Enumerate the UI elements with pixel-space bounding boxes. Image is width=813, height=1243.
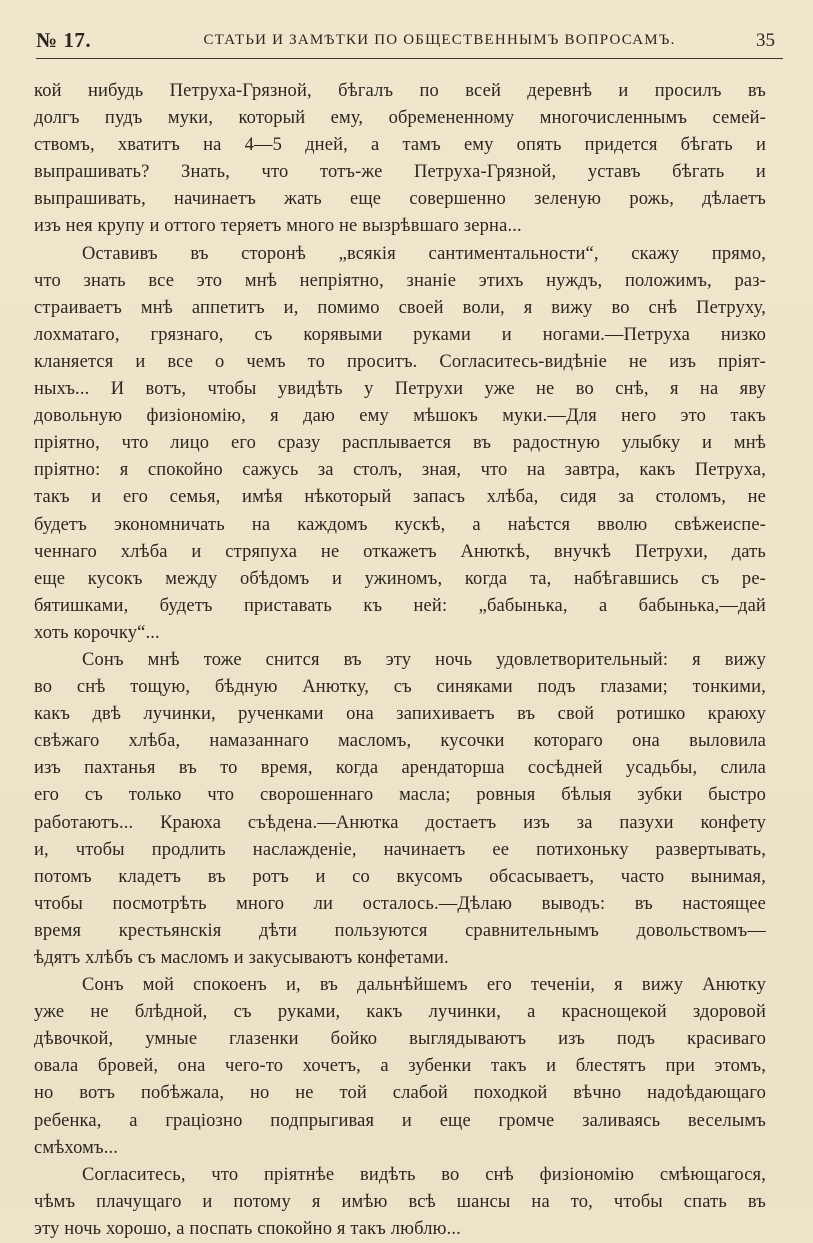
text-line: бятишками, будетъ приставать къ ней: „бабынька, а бабынька,—дай (34, 595, 766, 616)
text-line: уже не блѣдной, съ руками, какъ лучинки, а краснощекой здоровой (34, 1002, 766, 1023)
text-line: во снѣ тощую, бѣдную Анютку, съ синяками подъ глазами; тонкими, (34, 677, 766, 698)
text-line: такъ и его семья, имѣя нѣкоторый запасъ хлѣба, сидя за столомъ, не (34, 487, 766, 508)
text-line: лохматаго, грязнаго, съ корявыми руками и ногами.—Петруха низко (34, 324, 766, 345)
article-body (34, 78, 766, 1243)
text-line: время крестьянскія дѣти пользуются сравнительнымъ довольствомъ— (34, 920, 766, 941)
text-line: эту ночь хорошо, а поспать спокойно я такъ люблю... (34, 1218, 461, 1239)
text-line: кой нибудь Петруха-Грязной, бѣгалъ по всей деревнѣ и просилъ въ (34, 81, 766, 101)
text-line: но вотъ побѣжала, но не той слабой походкой вѣчно надоѣдающаго (34, 1083, 766, 1104)
page-number: 35 (756, 30, 775, 51)
text-line: что знать все это мнѣ непріятно, знаніе этихъ нуждъ, положимъ, раз- (34, 270, 766, 291)
paragraph (34, 1162, 766, 1243)
text-line: свѣжаго хлѣба, намазаннаго масломъ, кусочки котораго она выловила (34, 731, 766, 752)
text-line: потомъ кладетъ въ ротъ и со вкусомъ обсасываетъ, часто вынимая, (34, 866, 766, 887)
text-line: пріятно, что лицо его сразу расплывается въ радостную улыбку и мнѣ (34, 433, 766, 454)
text-line: смѣхомъ... (34, 1137, 119, 1158)
text-line: работаютъ... Краюха съѣдена.—Анютка достаетъ изъ за пазухи конфету (34, 812, 766, 833)
text-line: ныхъ... И вотъ, чтобы увидѣть у Петрухи уже не во снѣ, я на яву (34, 379, 766, 400)
section-title: СТАТЬИ И ЗАМѢТКИ ПО ОБЩЕСТВЕННЫМЪ ВОПРОСАМЪ. (203, 32, 676, 48)
paragraph (34, 78, 766, 241)
text-line: Оставивъ въ сторонѣ „всякія сантиментальности“, скажу прямо, (82, 243, 766, 264)
text-line: еще кусокъ между обѣдомъ и ужиномъ, когда та, набѣгавшись съ ре- (34, 568, 766, 589)
text-line: изъ нея крупу и оттого теряетъ много не вызрѣвшаго зерна... (34, 216, 522, 237)
text-line: Сонъ мой спокоенъ и, въ дальнѣйшемъ его теченіи, я вижу Анютку (82, 975, 766, 996)
text-line: дѣвочкой, умные глазенки бойко выглядываютъ изъ подъ красиваго (34, 1029, 766, 1050)
text-line: чтобы посмотрѣть много ли осталось.—Дѣлаю выводъ: въ настоящее (34, 893, 766, 914)
running-header (36, 28, 783, 59)
text-line: ченнаго хлѣба и стряпуха не откажетъ Анюткѣ, внучкѣ Петрухи, дать (34, 541, 766, 562)
text-line: довольную физіономію, я даю ему мѣшокъ муки.—Для него это такъ (34, 406, 766, 427)
text-line: ребенка, а граціозно подпрыгивая и еще громче заливаясь веселымъ (34, 1110, 766, 1131)
paragraph (34, 972, 766, 1162)
text-line: изъ пахтанья въ то время, когда арендаторша сосѣдней усадьбы, слила (34, 758, 766, 779)
text-line: страиваетъ мнѣ аппетитъ и, помимо своей воли, я вижу во снѣ Петруху, (34, 297, 766, 318)
text-line: его съ только что сворошеннаго масла; ровныя бѣлыя зубки быстро (34, 785, 766, 806)
text-line: выпрашивать, начинаетъ жать еще совершенно зеленую рожь, дѣлаетъ (34, 189, 766, 210)
text-line: и, чтобы продлить наслажденіе, начинаетъ ее потихоньку развертывать, (34, 839, 766, 860)
text-line: овала бровей, она чего-то хочетъ, а зубенки такъ и блестятъ при этомъ, (34, 1056, 766, 1077)
text-line: кланяется и все о чемъ то проситъ. Согласитесь-видѣніе не изъ пріят- (34, 351, 766, 372)
text-line: какъ двѣ лучинки, рученками она запихиваетъ въ свой ротишко краюху (34, 704, 766, 725)
paragraph (34, 241, 766, 647)
text-line: чѣмъ плачущаго и потому я имѣю всѣ шансы на то, чтобы спать въ (34, 1191, 766, 1212)
paragraph (34, 647, 766, 972)
text-line: ѣдятъ хлѣбъ съ масломъ и закусываютъ конфетами. (34, 948, 449, 968)
text-line: пріятно: я спокойно сажусь за столъ, зная, что на завтра, какъ Петруха, (34, 460, 766, 481)
text-line: долгъ пудъ муки, который ему, обремененному многочисленнымъ семей- (34, 108, 766, 129)
text-line: хоть корочку“... (34, 622, 160, 643)
text-line: выпрашивать? Знать, что тотъ-же Петруха-Грязной, уставъ бѣгать и (34, 162, 766, 183)
text-line: будетъ экономничать на каждомъ кускѣ, а наѣстся вволю свѣжеиспе- (34, 514, 766, 535)
text-line: ствомъ, хватитъ на 4—5 дней, а тамъ ему опять придется бѣгать и (34, 135, 766, 156)
issue-number: № 17. (36, 28, 92, 52)
text-line: Сонъ мнѣ тоже снится въ эту ночь удовлетворительный: я вижу (82, 649, 766, 670)
text-line: Согласитесь, что пріятнѣе видѣть во снѣ физіономію смѣющагося, (82, 1164, 766, 1185)
